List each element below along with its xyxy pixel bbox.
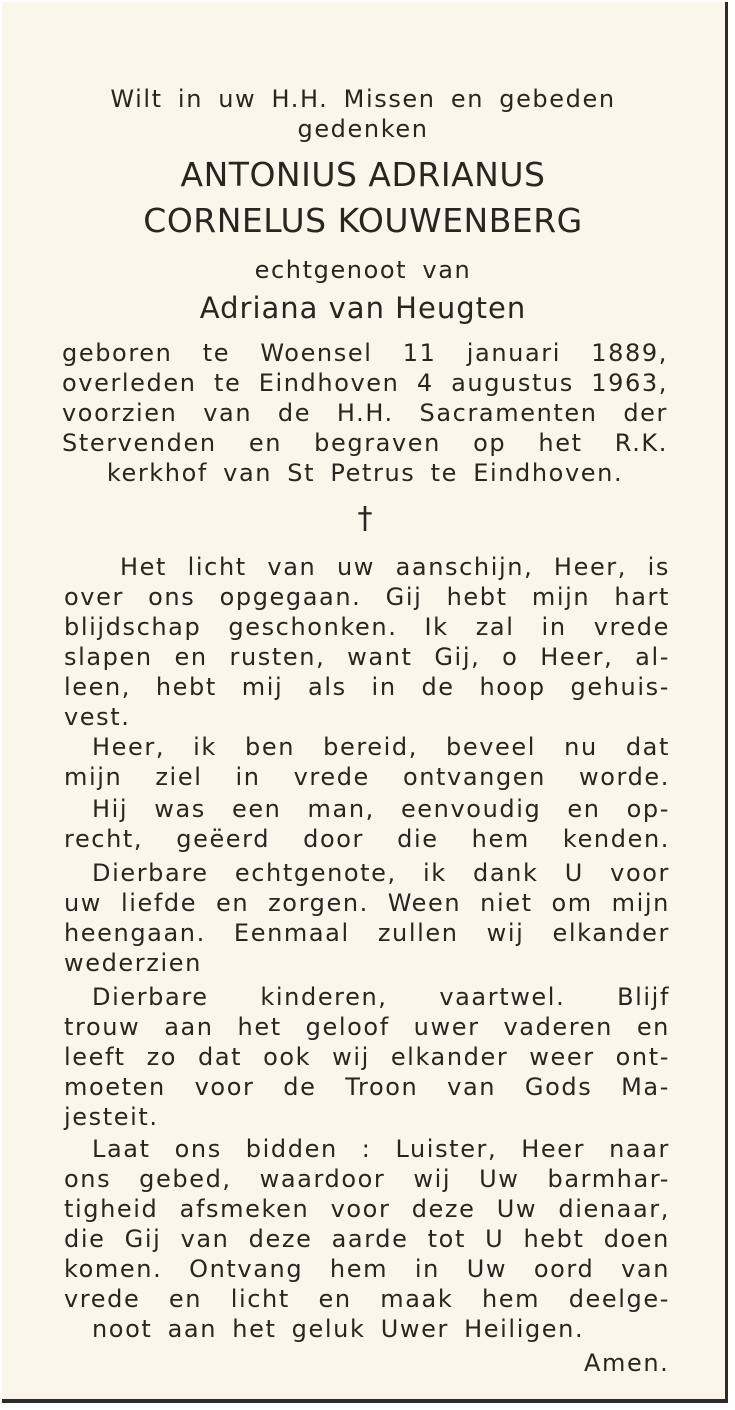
prayer-line: Hij was een man, eenvoudig en op- <box>92 795 670 823</box>
prayer-line: Het licht van uw aanschijn, Heer, is <box>120 553 670 581</box>
deceased-name-line-1: ANTONIUS ADRIANUS <box>180 155 546 194</box>
prayer-line: leeft zo dat ook wij elkander weer ont- <box>64 1043 670 1071</box>
prayer-line: ons gebed, waardoor wij Uw barmhar- <box>64 1165 670 1193</box>
prayer-line: die Gij van deze aarde tot U hebt doen <box>64 1225 670 1253</box>
prayer-line: heengaan. Eenmaal zullen wij elkander <box>64 919 670 947</box>
prayer-line: recht, geëerd door die hem kenden. <box>64 825 670 853</box>
prayer-line: Heer, ik ben bereid, beveel nu dat <box>92 733 670 761</box>
prayer-line: uw liefde en zorgen. Ween niet om mijn <box>64 889 670 917</box>
prayer-line: Dierbare kinderen, vaartwel. Blijf <box>92 983 670 1011</box>
memorial-card <box>2 2 728 1403</box>
prayer-line: Dierbare echtgenote, ik dank U voor <box>92 859 670 887</box>
detail-line-1: geboren te Woensel 11 januari 1889, <box>62 339 668 367</box>
prayer-line: vest. <box>64 703 131 731</box>
prayer-line: vrede en licht en maak hem deelge- <box>64 1285 670 1313</box>
spouse-name: Adriana van Heugten <box>199 291 527 325</box>
prayer-line: noot aan het geluk Uwer Heiligen. <box>92 1315 585 1343</box>
relation-text: echtgenoot van <box>254 256 472 284</box>
header-line-2: gedenken <box>297 115 429 143</box>
prayer-line: over ons opgegaan. Gij hebt mijn hart <box>64 583 670 611</box>
amen-text: Amen. <box>584 1349 670 1377</box>
prayer-line: blijdschap geschonken. Ik zal in vrede <box>64 613 670 641</box>
detail-line-3: voorzien van de H.H. Sacramenten der <box>62 399 668 427</box>
prayer-line: trouw aan het geloof uwer vaderen en <box>64 1013 670 1041</box>
prayer-line: wederzien <box>64 949 202 977</box>
cross-icon: † <box>357 501 373 536</box>
header-line-1: Wilt in uw H.H. Missen en gebeden <box>110 85 616 113</box>
prayer-line: Laat ons bidden : Luister, Heer naar <box>92 1135 670 1163</box>
prayer-line: komen. Ontvang hem in Uw oord van <box>64 1255 670 1283</box>
prayer-line: mijn ziel in vrede ontvangen worde. <box>64 763 670 791</box>
detail-line-4: Stervenden en begraven op het R.K. <box>62 429 668 457</box>
prayer-line: moeten voor de Troon van Gods Ma- <box>64 1073 670 1101</box>
deceased-name-line-2: CORNELUS KOUWENBERG <box>143 201 583 240</box>
prayer-line: slapen en rusten, want Gij, o Heer, al- <box>64 643 670 671</box>
detail-line-5: kerkhof van St Petrus te Eindhoven. <box>106 459 624 487</box>
prayer-line: jesteit. <box>64 1103 159 1131</box>
prayer-line: leen, hebt mij als in de hoop gehuis- <box>64 673 670 701</box>
prayer-line: tigheid afsmeken voor deze Uw dienaar, <box>64 1195 670 1223</box>
detail-line-2: overleden te Eindhoven 4 augustus 1963, <box>62 369 668 397</box>
